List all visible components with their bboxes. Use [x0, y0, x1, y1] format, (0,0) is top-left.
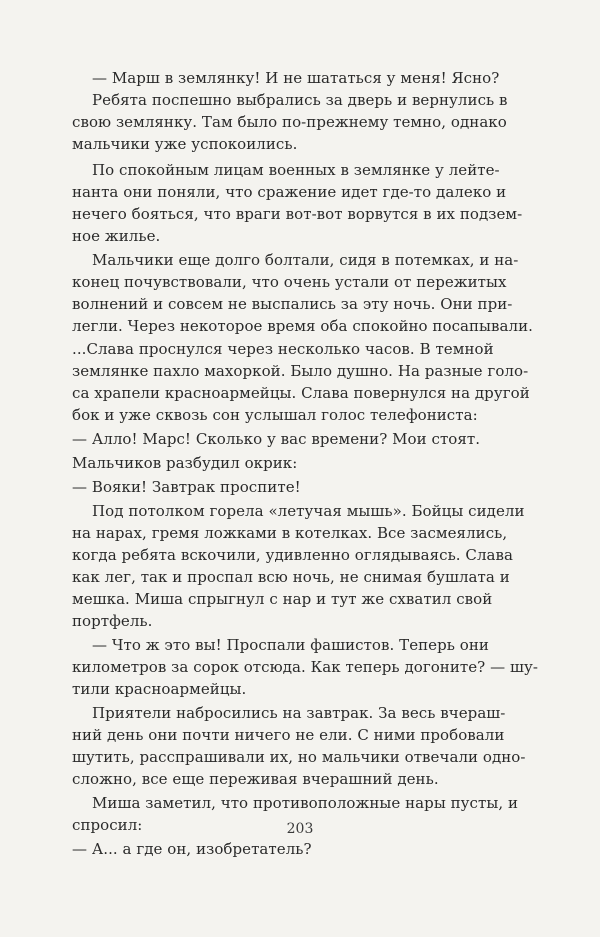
- text-line: Мальчиков разбудил окрик:: [72, 454, 298, 472]
- text-line: нанта они поняли, что сражение идет где-то далеко и: [72, 183, 507, 201]
- text-line: ...Слава проснулся через несколько часов. В темной: [72, 340, 494, 358]
- text-line: ний день они почти ничего не ели. С ними пробовали: [72, 726, 505, 744]
- text-line: землянке пахло махоркой. Было душно. На разные голо-: [72, 362, 529, 380]
- text-line: — Вояки! Завтрак проспите!: [72, 478, 301, 496]
- text-line: — Алло! Марс! Сколько у вас времени? Мои стоят.: [72, 430, 481, 448]
- text-line: По спокойным лицам военных в землянке у лейте-: [92, 161, 500, 179]
- text-line: Ребята поспешно выбрались за дверь и вернулись в: [92, 91, 508, 109]
- text-line: — Что ж это вы! Проспали фашистов. Теперь они: [92, 636, 489, 654]
- text-line: Под потолком горела «летучая мышь». Бойцы сидели: [92, 502, 525, 520]
- text-line: сложно, все еще переживая вчерашний день.: [72, 770, 439, 788]
- text-line: — Марш в землянку! И не шататься у меня! Ясно?: [92, 69, 500, 87]
- text-line: легли. Через некоторое время оба спокойно посапывали.: [72, 317, 533, 335]
- text-line: спросил:: [72, 816, 143, 834]
- text-line: Мальчики еще долго болтали, сидя в потемках, и на-: [92, 251, 519, 269]
- text-line: километров за сорок отсюда. Как теперь догоните? — шу-: [72, 658, 538, 676]
- text-line: Миша заметил, что противоположные нары пусты, и: [92, 794, 519, 812]
- text-line: — А... а где он, изобретатель?: [72, 840, 312, 858]
- text-line: когда ребята вскочили, удивленно оглядываясь. Слава: [72, 546, 514, 564]
- text-line: мешка. Миша спрыгнул с нар и тут же схватил свой: [72, 590, 493, 608]
- text-line: нечего бояться, что враги вот-вот ворвутся в их подзем-: [72, 205, 523, 223]
- text-line: мальчики уже успокоились.: [72, 135, 298, 153]
- text-line: на нарах, гремя ложками в котелках. Все засмеялись,: [72, 524, 508, 542]
- page-number: 203: [286, 821, 314, 837]
- text-line: Приятели набросились на завтрак. За весь вчераш-: [92, 704, 506, 722]
- text-line: ное жилье.: [72, 227, 161, 245]
- text-line: портфель.: [72, 612, 153, 630]
- text-line: волнений и совсем не выспались за эту ночь. Они при-: [72, 295, 513, 313]
- text-line: са храпели красноармейцы. Слава повернулся на другой: [72, 384, 530, 402]
- text-line: свою землянку. Там было по-прежнему темно, однако: [72, 113, 507, 131]
- text-line: конец почувствовали, что очень устали от пережитых: [72, 273, 507, 291]
- text-line: тили красноармейцы.: [72, 680, 247, 698]
- text-line: бок и уже сквозь сон услышал голос телефониста:: [72, 406, 478, 424]
- text-line: как лег, так и проспал всю ночь, не снимая бушлата и: [72, 568, 510, 586]
- text-line: шутить, расспрашивали их, но мальчики отвечали одно-: [72, 748, 526, 766]
